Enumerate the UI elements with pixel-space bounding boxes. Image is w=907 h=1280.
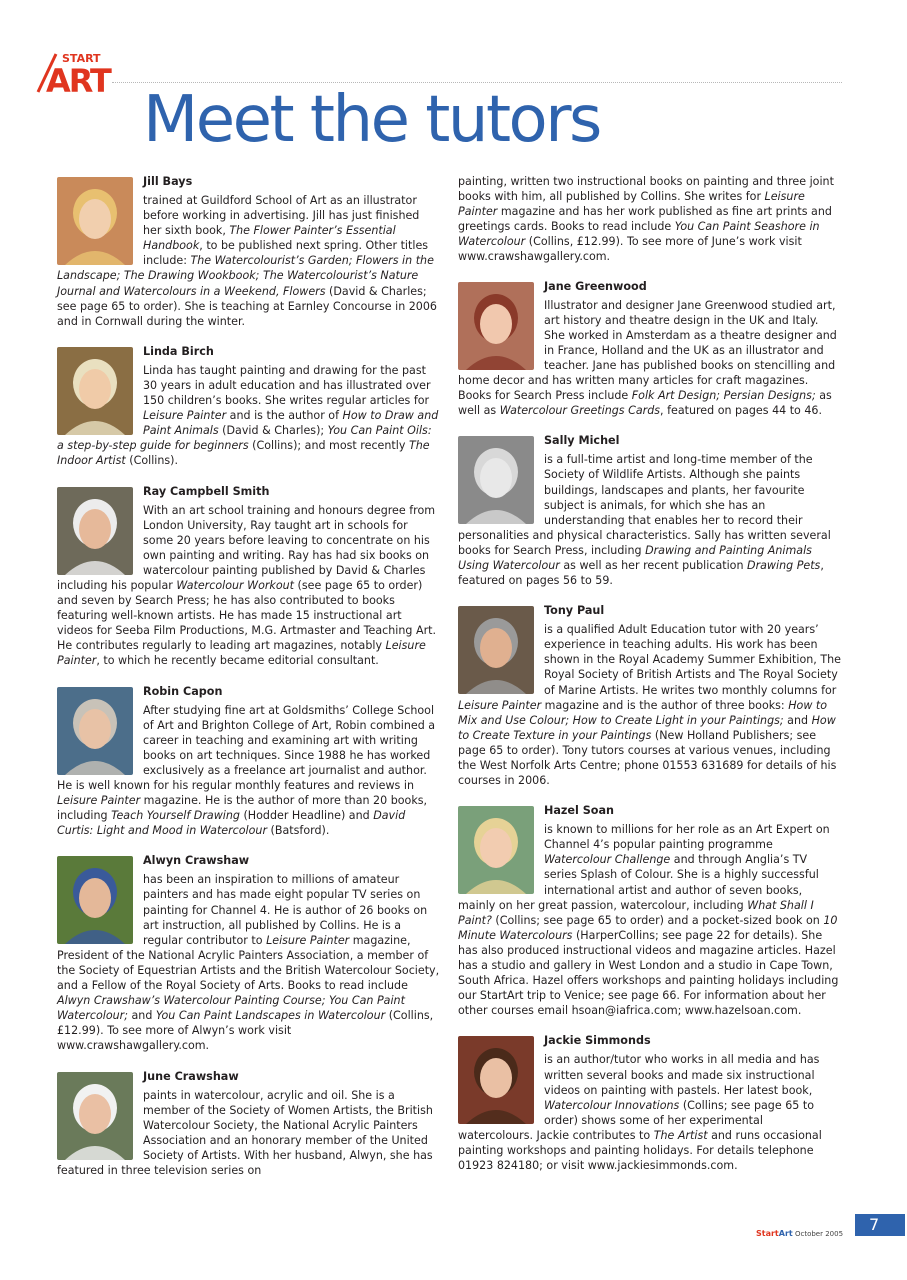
tutor-name: Robin Capon [143,684,223,698]
bio-italic-title: Drawing and Painting Animals Using Watercolour [458,543,812,572]
tutor-portrait [458,606,534,694]
bio-italic-title: Watercolour Workout [176,578,295,592]
bio-italic-title: Watercolour Innovations [544,1098,680,1112]
bio-italic-title: Leisure Painter [57,794,141,808]
tutor-name: Tony Paul [544,604,605,618]
bio-text: has been an inspiration to millions of amateur painters and has made eight popular TV series on painting for Channel 4. He is author of 26 books on art instruction, all published by Collins. He is a regular contributor to [143,873,428,947]
tutor-name: Ray Campbell Smith [143,484,270,498]
tutor-photo [57,687,133,775]
bio-italic-title: How to Draw and Paint Animals [143,409,439,438]
tutor-entry-jackie-simmonds [458,1033,841,1173]
bio-italic-title: How to Mix and Use Colour; How to Create Light in your Paintings; [458,698,828,727]
bio-text: (Collins, £12.99). To see more of Alwyn’s work visit www.crawshawgallery.com. [57,1009,434,1053]
tutor-photo [57,1072,133,1160]
tutor-entry-hazel-soan [458,803,841,1018]
tutor-entry-sally-michel [458,433,841,588]
bio-italic-title: Leisure Painter [143,409,227,423]
bio-italic-title: Watercolour Challenge [544,853,671,867]
tutor-entry-robin-capon [57,684,440,839]
tutor-portrait [458,1036,534,1124]
bio-text: (Collins; see page 65 to order) and a pocket-sized book on [491,913,824,927]
tutor-photo [57,347,133,435]
bio-text: magazine, President of the National Acrylic Painters Association, a member of the Society of Equestrian Artists and the British Watercolour Society, and a Fellow of the Royal Society of Arts. Books to read include [57,933,440,993]
bio-text: After studying fine art at Goldsmiths’ College School of Art and Brighton College of Art, Robin combined a career in teaching and examining art with writing books on art techniques. Since 1988 he has worked exclusively as a freelance art journalist and author. He is well known for his regular monthly features and reviews in [57,703,436,792]
bio-text: (David & Charles; see page 65 to order). She is teaching at Earnley Concourse in 2006 and in Cornwall during the winter. [57,284,437,328]
bio-text: painting, written two instructional books on painting and three joint books with him, all published by Collins. She writes for [458,175,834,204]
bio-text: Illustrator and designer Jane Greenwood studied art, art history and theatre design in the UK and Italy. She worked in Amsterdam as a theatre designer and in France, Holland and the UK as an illustrator and teacher. Jane has published books on stencilling and home decor and has written many articles for craft magazines. Books for Search Press include [458,298,837,403]
bio-text: trained at Guildford School of Art as an illustrator before working in advertising. Jill has just finished her sixth book, [143,194,420,238]
tutor-name: Linda Birch [143,344,214,358]
bio-text: , featured on pages 44 to 46. [660,404,823,418]
bio-italic-title: You Can Paint Oils: a step-by-step guide for beginners [57,424,432,453]
bio-text: (Collins); and most recently [248,439,409,453]
bio-italic-title: Leisure Painter [458,698,542,712]
bio-text: is a full-time artist and long-time member of the Society of Wildlife Artists. Although she paints buildings, landscapes and plants, her favourite subject is animals, for which she has an understanding that enables her to record their personalities and physical characteristics. Sally has written several books for Search Press, including [458,453,831,557]
tutor-entry-june-crawshaw [57,1069,440,1179]
tutor-entry-jill-bays [57,174,440,329]
tutor-name: Hazel Soan [544,804,614,818]
bio-italic-title: The Watercolourist’s Garden; Flowers in the Landscape; The Drawing Wookbook; The Watercolourist’s Nature Journal and Watercolours in a Weekend, Flowers [57,254,434,298]
bio-italic-title: Leisure Painter [57,639,426,668]
bio-text: , featured on pages 56 to 59. [458,558,824,588]
bio-italic-title: Leisure Painter [458,190,805,219]
bio-text: and [127,1009,156,1023]
bio-text: (Batsford). [267,824,330,838]
bio-text: is known to millions for her role as an Art Expert on Channel 4’s popular painting programme [544,823,830,852]
tutor-entry-linda-birch [57,344,440,469]
bio-italic-title: Watercolour Greetings Cards [499,404,661,418]
bio-text: and [783,713,812,727]
bio-text: (see page 65 to order) and seven by Search Press; he has also contributed to books featuring well-known artists. He has made 15 instructional art videos for Seeba Film Productions, M.G. Artmaster and Teaching Art. He contributes regularly to leading art magazines, notably [57,578,437,653]
tutor-photo [458,282,534,370]
tutor-photo [458,436,534,524]
bio-italic-title: Folk Art Design; Persian Designs; [631,389,816,403]
bio-italic-title: The Flower Painter’s Essential Handbook [143,224,396,253]
bio-text: (David & Charles); [218,424,328,438]
bio-text: is an author/tutor who works in all media and has written several books and made six instructional videos on painting with pastels. Her latest book, [544,1053,820,1097]
tutor-name: Sally Michel [544,434,620,448]
footer-brand [756,1229,843,1238]
tutor-portrait [57,177,133,265]
tutor-entry-tony-paul [458,603,841,788]
bio-italic-title: Drawing Pets [747,558,821,572]
tutor-portrait [458,436,534,524]
bio-text: Linda has taught painting and drawing for the past 30 years in adult education and has illustrated over 150 children’s books. She writes regular articles for [143,363,431,408]
tutor-photo [458,806,534,894]
bio-text: magazine and is the author of three books: [541,698,789,712]
bio-text: (HarperCollins; see page 22 for details). She has also produced instructional videos and magazine articles. Hazel has a studio and gallery in West London and a studio in Cape Town, South Africa. Hazel offers workshops and painting holidays including our StartArt trip to Venice; see page 66. For information about her other courses email hsoan@iafrica.com; www.hazelsoan.com. [458,928,839,1018]
bio-text: as well as her recent publication [559,558,748,572]
logo-start-text: START [62,52,101,65]
tutor-portrait [57,687,133,775]
bio-text: and runs occasional painting workshops and painting holidays. For details telephone 01923 824180; or visit www.jackiesimmonds.com. [458,1128,822,1173]
left-column [57,174,440,1193]
page-title: Meet the tutors [143,83,600,157]
bio-text: paints in watercolour, acrylic and oil. She is a member of the Society of Women Artists, the British Watercolour Society, the National Acrylic Painters Association and an honorary member of the United Society of Artists. With her husband, Alwyn, she has featured in three television series on [57,1088,433,1177]
page-number: 7 [855,1214,905,1236]
bio-italic-title: You Can Paint Seashore in Watercolour [458,220,820,249]
footer-brand-start: Start [756,1229,779,1238]
bio-text: (Collins, £12.99). To see more of June’s work visit www.crawshawgallery.com. [458,235,802,264]
tutor-entry-alwyn-crawshaw [57,853,440,1053]
bio-text: and is the author of [226,409,343,423]
tutor-portrait [57,856,133,944]
tutor-photo [57,856,133,944]
bio-text: (Collins; see page 65 to order) shows some of her experimental watercolours. Jackie contributes to [458,1098,814,1142]
bio-text: , to be published next spring. Other titles include: [143,239,429,268]
logo-art-text: ART [46,62,110,98]
startart-logo [36,48,116,98]
tutor-portrait [458,282,534,370]
tutor-name: Alwyn Crawshaw [143,854,250,868]
tutor-photo [57,487,133,575]
tutor-entry-jane-greenwood [458,279,841,419]
bio-italic-title: What Shall I Paint? [458,898,814,927]
bio-italic-title: 10 Minute Watercolours [458,913,838,942]
tutor-portrait [458,806,534,894]
tutor-portrait [57,347,133,435]
tutor-name: Jane Greenwood [544,279,647,293]
bio-text: (Hodder Headline) and [239,809,374,823]
tutor-name: Jackie Simmonds [544,1034,651,1048]
bio-italic-title: The Artist [653,1128,708,1142]
june-crawshaw-bio-continued [458,174,841,265]
right-column [458,174,841,1188]
bio-italic-title: How to Create Texture in your Paintings [458,713,836,742]
bio-text: With an art school training and honours degree from London University, Ray taught art in schools for some 20 years before leaving to concentrate on his own painting and writing. Ray has had six books on watercolour painting published by David & Charles including his popular [57,503,436,592]
tutor-photo [458,606,534,694]
bio-text: , to which he recently became editorial consultant. [96,654,379,668]
bio-italic-title: Teach Yourself Drawing [111,809,240,823]
tutor-portrait [57,1072,133,1160]
bio-text: is a qualified Adult Education tutor with 20 years’ experience in teaching adults. His work has been shown in the Royal Academy Summer Exhibition, The Royal Society of British Artists and The Royal Society of Marine Artists. He writes two monthly columns for [544,623,841,697]
bio-text: (Collins). [125,454,179,468]
bio-text: magazine and has her work published as fine art prints and greetings cards. Books to read include [458,205,832,234]
tutor-name: Jill Bays [143,175,193,188]
tutor-name: June Crawshaw [143,1069,239,1083]
tutor-photo [57,177,133,265]
bio-italic-title: You Can Paint Landscapes in Watercolour [155,1009,386,1023]
footer-brand-art: Art [778,1229,793,1238]
footer-issue-date: October 2005 [794,1230,844,1238]
bio-text: as well as [458,389,832,418]
tutor-photo [458,1036,534,1124]
bio-italic-title: Alwyn Crawshaw’s Watercolour Painting Course; You Can Paint Watercolour; [57,994,405,1023]
startart-logo-mark [36,48,116,98]
tutor-entry-ray-campbell-smith [57,484,440,669]
bio-text: magazine. He is the author of more than 20 books, including [57,794,428,823]
bio-text: and through Anglia’s TV series Splash of Colour. She is a highly successful international artist and author of seven books, mainly on her great passion, watercolour, including [458,853,819,912]
tutor-portrait [57,487,133,575]
bio-italic-title: David Curtis: Light and Mood in Watercolour [57,809,406,838]
bio-italic-title: The Indoor Artist [57,439,430,468]
bio-italic-title: Leisure Painter [266,933,350,947]
bio-text: (New Holland Publishers; see page 65 to order). Tony tutors courses at various venues, including the West Norfolk Arts Centre; phone 01553 631689 for details of his courses in 2006. [458,728,837,788]
